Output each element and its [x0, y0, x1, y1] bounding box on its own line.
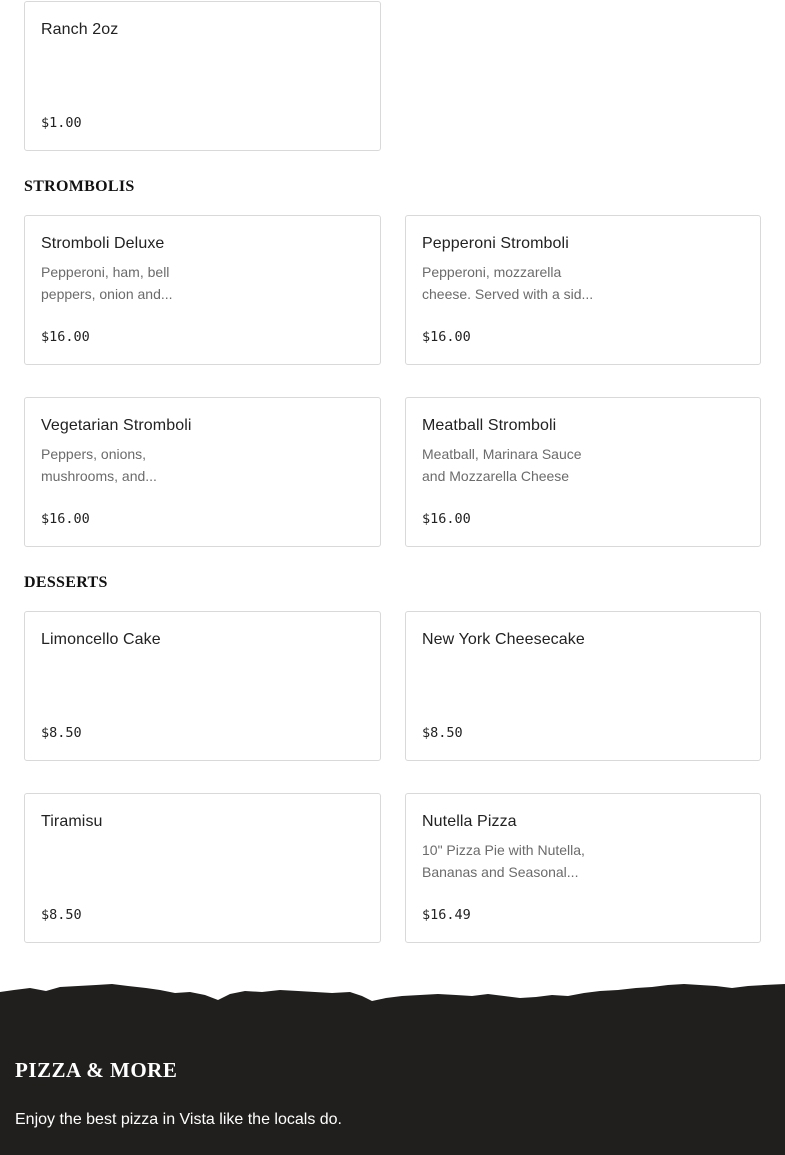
- site-footer: [0, 982, 785, 1155]
- item-price: $16.00: [422, 329, 471, 345]
- footer-tagline: Enjoy the best pizza in Vista like the locals do.: [15, 1111, 342, 1128]
- item-price: $16.00: [422, 511, 471, 527]
- menu-item-pepperoni-stromboli[interactable]: [405, 215, 761, 365]
- item-name: Pepperoni Stromboli: [422, 235, 569, 252]
- item-price: $16.00: [41, 511, 90, 527]
- item-name: New York Cheesecake: [422, 631, 585, 648]
- item-description: Peppers, onions, mushrooms, and...: [41, 446, 157, 484]
- item-name: Tiramisu: [41, 813, 103, 830]
- item-price: $8.50: [41, 725, 82, 741]
- item-description: Pepperoni, mozzarella cheese. Served with a sid...: [422, 264, 594, 302]
- menu-item-limoncello-cake[interactable]: [24, 611, 381, 761]
- section-title-desserts: DESSERTS: [24, 574, 108, 591]
- item-name: Limoncello Cake: [41, 631, 161, 648]
- menu-item-vegetarian-stromboli[interactable]: [24, 397, 381, 547]
- item-name: Meatball Stromboli: [422, 417, 557, 434]
- menu-item-stromboli-deluxe[interactable]: [24, 215, 381, 365]
- menu-item-ranch-2oz[interactable]: [24, 1, 381, 151]
- item-description: Pepperoni, ham, bell peppers, onion and...: [41, 264, 173, 302]
- item-price: $8.50: [41, 907, 82, 923]
- item-price: $16.49: [422, 907, 471, 923]
- item-name: Vegetarian Stromboli: [41, 417, 192, 434]
- menu-item-tiramisu[interactable]: [24, 793, 381, 943]
- item-description: Meatball, Marinara Sauce and Mozzarella Cheese: [422, 446, 582, 484]
- item-name: Nutella Pizza: [422, 813, 517, 830]
- footer-brand-title: PIZZA & MORE: [15, 1058, 178, 1082]
- menu-item-nutella-pizza[interactable]: [405, 793, 761, 943]
- menu-item-meatball-stromboli[interactable]: [405, 397, 761, 547]
- menu-item-new-york-cheesecake[interactable]: [405, 611, 761, 761]
- item-name: Ranch 2oz: [41, 21, 119, 38]
- item-price: $16.00: [41, 329, 90, 345]
- item-price: $8.50: [422, 725, 463, 741]
- item-price: $1.00: [41, 115, 82, 131]
- item-name: Stromboli Deluxe: [41, 235, 165, 252]
- section-title-strombolis: STROMBOLIS: [24, 178, 135, 195]
- item-description: 10" Pizza Pie with Nutella, Bananas and Seasonal...: [422, 842, 585, 880]
